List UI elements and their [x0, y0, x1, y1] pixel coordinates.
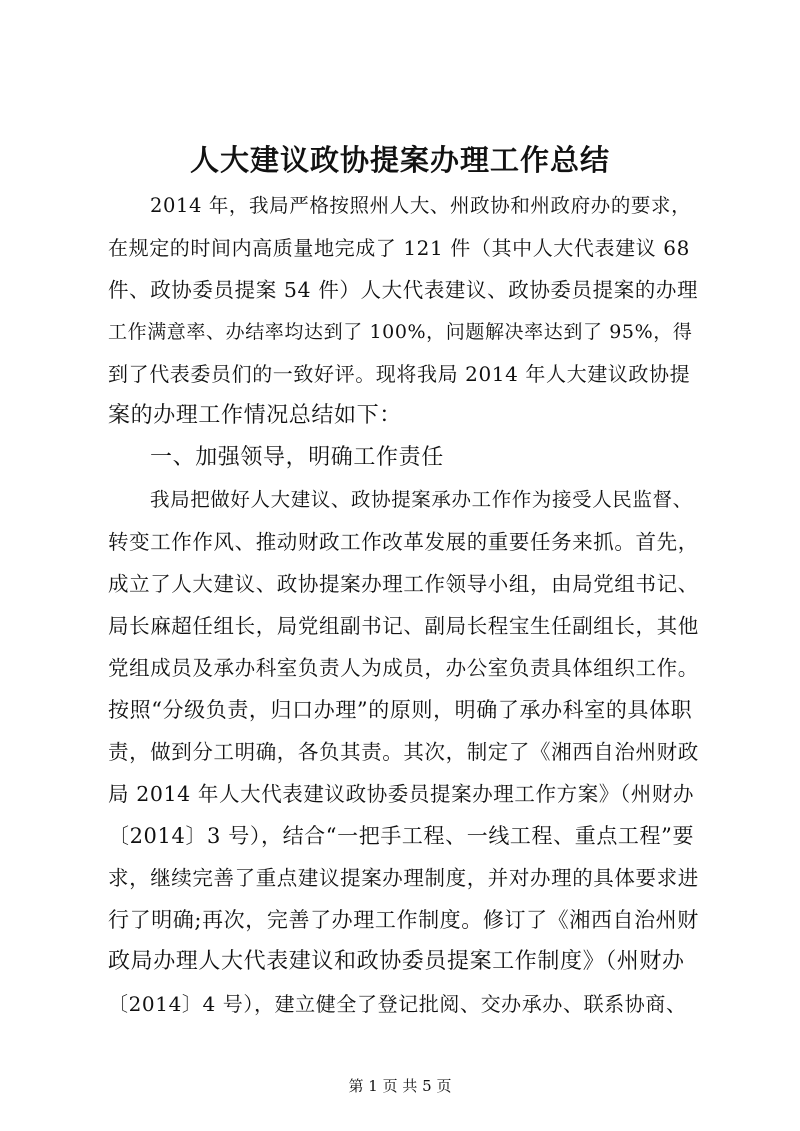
body-line: 行了明确;再次，完善了办理工作制度。修订了《湘西自治州财	[108, 908, 699, 932]
body-line: 党组成员及承办科室负责人为成员，办公室负责具体组织工作。	[108, 656, 699, 680]
body-line: 到了代表委员们的一致好评。现将我局 2014 年人大建议政协提	[108, 362, 691, 386]
body-line: 案的办理工作情况总结如下：	[108, 403, 402, 428]
body-line: 我局把做好人大建议、政协提案承办工作作为接受人民监督、	[150, 488, 693, 511]
body-line: 成立了人大建议、政协提案办理工作领导小组，由局党组书记、	[108, 572, 699, 596]
body-line: 件、政协委员提案 54 件）人大代表建议、政协委员提案的办理	[108, 278, 699, 302]
body-line: 局 2014 年人大代表建议政协委员提案办理工作方案》（州财办	[108, 782, 695, 806]
body-line: 〔2014〕4 号），建立健全了登记批阅、交办承办、联系协商、	[108, 992, 687, 1016]
page-number: 第 1 页 共 5 页	[348, 1077, 452, 1095]
document-title: 人大建议政协提案办理工作总结	[189, 143, 610, 177]
body-line: 转变工作作风、推动财政工作改革发展的重要任务来抓。首先，	[108, 530, 699, 554]
body-line: 按照“分级负责，归口办理”的原则，明确了承办科室的具体职	[108, 698, 693, 722]
body-line: 〔2014〕3 号），结合“一把手工程、一线工程、重点工程”要	[108, 824, 695, 848]
body-line: 政局办理人大代表建议和政协委员提案工作制度》（州财办	[108, 949, 685, 974]
body-line: 工作满意率、办结率均达到了 100%，问题解决率达到了 95%，得	[108, 321, 693, 343]
body-line: 求，继续完善了重点建议提案办理制度，并对办理的具体要求进	[108, 866, 699, 890]
body-line: 2014 年，我局严格按照州人大、州政协和州政府办的要求，	[150, 194, 692, 217]
body-line: 责，做到分工明确，各负其责。其次，制定了《湘西自治州财政	[108, 740, 699, 764]
section-heading: 一、加强领导，明确工作责任	[150, 445, 444, 470]
body-line: 局长麻超任组长，局党组副书记、副局长程宝生任副组长，其他	[108, 614, 699, 638]
body-line: 在规定的时间内高质量地完成了 121 件（其中人大代表建议 68	[108, 236, 690, 260]
